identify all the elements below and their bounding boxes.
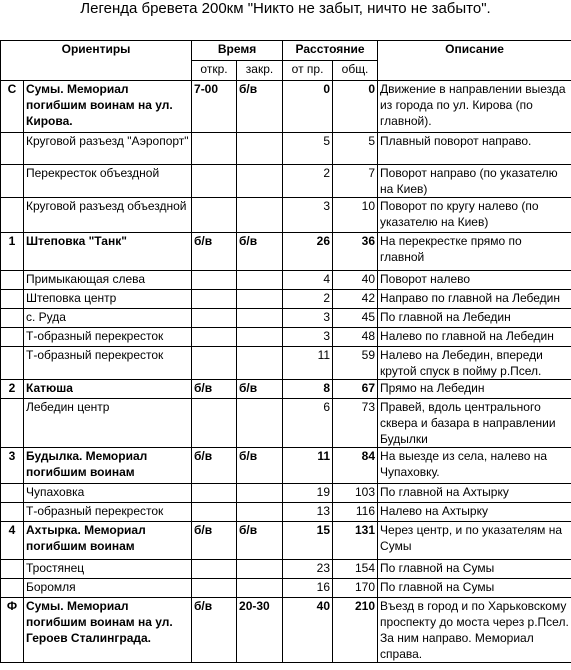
route-description: На перекрестке прямо по главной bbox=[378, 233, 571, 271]
close-time bbox=[237, 484, 283, 503]
landmark-name: Будылка. Мемориал погибшим воинам bbox=[24, 448, 192, 484]
landmark-name: Перекресток объездной bbox=[24, 165, 192, 198]
checkpoint-mark bbox=[1, 328, 24, 347]
open-time: б/в bbox=[192, 233, 237, 271]
table-row bbox=[1, 598, 571, 663]
distance-from-prev: 26 bbox=[283, 233, 333, 271]
close-time: б/в bbox=[237, 522, 283, 560]
close-time bbox=[237, 328, 283, 347]
distance-total: 5 bbox=[333, 133, 378, 165]
open-time bbox=[192, 198, 237, 233]
open-time bbox=[192, 309, 237, 328]
route-description: Налево на Лебедин, впереди крутой спуск в пойму р.Псел. bbox=[378, 347, 571, 380]
table-row bbox=[1, 399, 571, 448]
distance-from-prev: 3 bbox=[283, 309, 333, 328]
distance-from-prev: 2 bbox=[283, 290, 333, 309]
distance-from-prev: 0 bbox=[283, 81, 333, 133]
close-time bbox=[237, 271, 283, 290]
landmark-name: с. Руда bbox=[24, 309, 192, 328]
open-time bbox=[192, 271, 237, 290]
close-time bbox=[237, 290, 283, 309]
checkpoint-mark bbox=[1, 290, 24, 309]
open-time bbox=[192, 484, 237, 503]
table-row bbox=[1, 81, 571, 133]
distance-total: 73 bbox=[333, 399, 378, 448]
header-description: Описание bbox=[378, 41, 571, 81]
header-open: откр. bbox=[192, 61, 237, 81]
table-row bbox=[1, 271, 571, 290]
route-description: По главной на Сумы bbox=[378, 579, 571, 598]
landmark-name: Ахтырка. Мемориал погибшим воинам bbox=[24, 522, 192, 560]
open-time bbox=[192, 503, 237, 522]
route-description: Плавный поворот направо. bbox=[378, 133, 571, 165]
table-row bbox=[1, 328, 571, 347]
distance-total: 116 bbox=[333, 503, 378, 522]
header-distance: Расстояние bbox=[283, 41, 378, 61]
close-time bbox=[237, 133, 283, 165]
route-description: Правей, вдоль центрального сквера и базара в направлении Будылки bbox=[378, 399, 571, 448]
table-row bbox=[1, 165, 571, 198]
distance-from-prev: 3 bbox=[283, 328, 333, 347]
close-time bbox=[237, 579, 283, 598]
distance-total: 40 bbox=[333, 271, 378, 290]
route-description: На выезде из села, налево на Чупаховку. bbox=[378, 448, 571, 484]
table-row bbox=[1, 133, 571, 165]
open-time bbox=[192, 165, 237, 198]
distance-total: 131 bbox=[333, 522, 378, 560]
close-time: б/в bbox=[237, 81, 283, 133]
checkpoint-mark: 4 bbox=[1, 522, 24, 560]
distance-from-prev: 13 bbox=[283, 503, 333, 522]
distance-total: 7 bbox=[333, 165, 378, 198]
distance-total: 45 bbox=[333, 309, 378, 328]
table-row bbox=[1, 484, 571, 503]
distance-total: 84 bbox=[333, 448, 378, 484]
distance-total: 154 bbox=[333, 560, 378, 579]
distance-total: 10 bbox=[333, 198, 378, 233]
open-time: 7-00 bbox=[192, 81, 237, 133]
distance-total: 59 bbox=[333, 347, 378, 380]
route-description: По главной на Сумы bbox=[378, 560, 571, 579]
route-description: Поворот по кругу налево (по указателю на Киев) bbox=[378, 198, 571, 233]
route-description: По главной на Ахтырку bbox=[378, 484, 571, 503]
landmark-name: Круговой разъезд объездной bbox=[24, 198, 192, 233]
brevet-legend-table bbox=[0, 40, 571, 663]
checkpoint-mark bbox=[1, 347, 24, 380]
open-time bbox=[192, 290, 237, 309]
distance-from-prev: 16 bbox=[283, 579, 333, 598]
close-time bbox=[237, 198, 283, 233]
route-description: Направо по главной на Лебедин bbox=[378, 290, 571, 309]
landmark-name: Боромля bbox=[24, 579, 192, 598]
open-time: б/в bbox=[192, 380, 237, 399]
table-row bbox=[1, 380, 571, 399]
checkpoint-mark bbox=[1, 503, 24, 522]
route-description: Поворот налево bbox=[378, 271, 571, 290]
landmark-name: Сумы. Мемориал погибшим воинам на ул. Кирова. bbox=[24, 81, 192, 133]
distance-from-prev: 40 bbox=[283, 598, 333, 663]
distance-from-prev: 8 bbox=[283, 380, 333, 399]
open-time bbox=[192, 133, 237, 165]
checkpoint-mark: С bbox=[1, 81, 24, 133]
close-time bbox=[237, 347, 283, 380]
close-time bbox=[237, 309, 283, 328]
route-description: Въезд в город и по Харьковскому проспекту до моста через р.Псел. За ним направо. Мемориал справа. bbox=[378, 598, 571, 663]
distance-from-prev: 15 bbox=[283, 522, 333, 560]
open-time: б/в bbox=[192, 522, 237, 560]
distance-from-prev: 4 bbox=[283, 271, 333, 290]
open-time: б/в bbox=[192, 598, 237, 663]
close-time bbox=[237, 399, 283, 448]
checkpoint-mark bbox=[1, 309, 24, 328]
table-row bbox=[1, 198, 571, 233]
distance-from-prev: 5 bbox=[283, 133, 333, 165]
distance-total: 103 bbox=[333, 484, 378, 503]
landmark-name: Сумы. Мемориал погибшим воинам на ул. Героев Сталинграда. bbox=[24, 598, 192, 663]
document-title: Легенда бревета 200км "Никто не забыт, ничто не забыто". bbox=[80, 0, 491, 17]
distance-from-prev: 2 bbox=[283, 165, 333, 198]
checkpoint-mark: 3 bbox=[1, 448, 24, 484]
open-time bbox=[192, 560, 237, 579]
landmark-name: Лебедин центр bbox=[24, 399, 192, 448]
route-description: Прямо на Лебедин bbox=[378, 380, 571, 399]
header-time: Время bbox=[192, 41, 283, 61]
checkpoint-mark bbox=[1, 165, 24, 198]
route-description: Через центр, и по указателям на Сумы bbox=[378, 522, 571, 560]
distance-total: 170 bbox=[333, 579, 378, 598]
checkpoint-mark: 1 bbox=[1, 233, 24, 271]
table-row bbox=[1, 579, 571, 598]
landmark-name: Круговой разъезд "Аэропорт" bbox=[24, 133, 192, 165]
checkpoint-mark bbox=[1, 560, 24, 579]
distance-from-prev: 6 bbox=[283, 399, 333, 448]
header-row-1 bbox=[1, 41, 571, 61]
close-time bbox=[237, 165, 283, 198]
table-row bbox=[1, 309, 571, 328]
landmark-name: Штеповка центр bbox=[24, 290, 192, 309]
distance-from-prev: 11 bbox=[283, 347, 333, 380]
checkpoint-mark: Ф bbox=[1, 598, 24, 663]
distance-from-prev: 3 bbox=[283, 198, 333, 233]
route-description: Налево на Ахтырку bbox=[378, 503, 571, 522]
close-time: б/в bbox=[237, 233, 283, 271]
checkpoint-mark: 2 bbox=[1, 380, 24, 399]
table-row bbox=[1, 522, 571, 560]
checkpoint-mark bbox=[1, 133, 24, 165]
close-time: б/в bbox=[237, 380, 283, 399]
landmark-name: Чупаховка bbox=[24, 484, 192, 503]
route-description: Поворот направо (по указателю на Киев) bbox=[378, 165, 571, 198]
route-description: Налево по главной на Лебедин bbox=[378, 328, 571, 347]
distance-total: 67 bbox=[333, 380, 378, 399]
landmark-name: Тростянец bbox=[24, 560, 192, 579]
distance-total: 36 bbox=[333, 233, 378, 271]
distance-from-prev: 11 bbox=[283, 448, 333, 484]
open-time bbox=[192, 399, 237, 448]
table-row bbox=[1, 560, 571, 579]
checkpoint-mark bbox=[1, 271, 24, 290]
landmark-name: Штеповка "Танк" bbox=[24, 233, 192, 271]
open-time: б/в bbox=[192, 448, 237, 484]
open-time bbox=[192, 347, 237, 380]
checkpoint-mark bbox=[1, 399, 24, 448]
table-row bbox=[1, 448, 571, 484]
open-time bbox=[192, 579, 237, 598]
table-row bbox=[1, 233, 571, 271]
close-time: 20-30 bbox=[237, 598, 283, 663]
distance-total: 42 bbox=[333, 290, 378, 309]
distance-from-prev: 19 bbox=[283, 484, 333, 503]
header-close: закр. bbox=[237, 61, 283, 81]
landmark-name: Т-образный перекресток bbox=[24, 328, 192, 347]
landmark-name: Катюша bbox=[24, 380, 192, 399]
close-time: б/в bbox=[237, 448, 283, 484]
close-time bbox=[237, 560, 283, 579]
header-from-prev: от пр. bbox=[283, 61, 333, 81]
header-landmarks: Ориентиры bbox=[1, 41, 192, 81]
close-time bbox=[237, 503, 283, 522]
table-row bbox=[1, 503, 571, 522]
distance-total: 210 bbox=[333, 598, 378, 663]
route-description: По главной на Лебедин bbox=[378, 309, 571, 328]
distance-total: 0 bbox=[333, 81, 378, 133]
checkpoint-mark bbox=[1, 579, 24, 598]
landmark-name: Т-образный перекресток bbox=[24, 503, 192, 522]
table-body bbox=[1, 81, 571, 663]
checkpoint-mark bbox=[1, 198, 24, 233]
landmark-name: Примыкающая слева bbox=[24, 271, 192, 290]
open-time bbox=[192, 328, 237, 347]
header-total: общ. bbox=[333, 61, 378, 81]
landmark-name: Т-образный перекресток bbox=[24, 347, 192, 380]
route-description: Движение в направлении выезда из города по ул. Кирова (по главной). bbox=[378, 81, 571, 133]
distance-from-prev: 23 bbox=[283, 560, 333, 579]
distance-total: 48 bbox=[333, 328, 378, 347]
table-row bbox=[1, 347, 571, 380]
table-row bbox=[1, 290, 571, 309]
checkpoint-mark bbox=[1, 484, 24, 503]
